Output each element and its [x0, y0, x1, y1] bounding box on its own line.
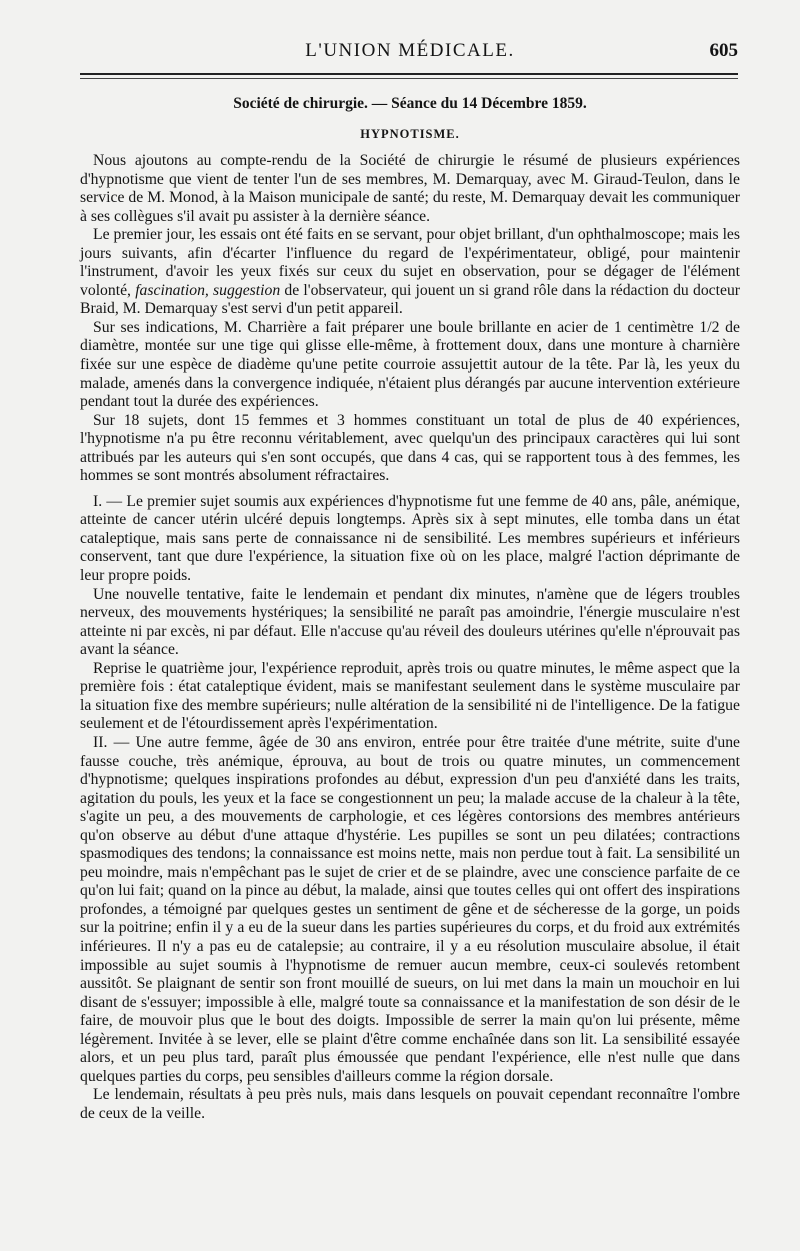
paragraph-case-one-second: Une nouvelle tentative, faite le lendemain et pendant dix minutes, n'amène que de légers troubles nerveux, des mouvements hystériques; la sensibilité ne paraît pas amoindrie, l'énergie musculaire n'est atteinte ni par excès, ni par défaut. Elle n'accuse qu'au réveil des douleurs utérines qu'elle n'éprouvait pas avant la séance.	[80, 585, 740, 659]
paragraph-apparatus: Sur ses indications, M. Charrière a fait préparer une boule brillante en acier de 1 centimètre 1/2 de diamètre, montée sur une tige qui glisse elle-même, à frottement doux, dans une monture à charnière fixée sur une espèce de diadème qu'une petite courroie assujettit autour de la tête. Par là, les yeux du malade, amenés dans la convergence indiquée, n'étaient plus dérangés par aucune intervention extérieure pendant tout la durée des expériences.	[80, 318, 740, 411]
paragraph-intro: Nous ajoutons au compte-rendu de la Société de chirurgie le résumé de plusieurs expériences d'hypnotisme que vient de tenter l'un de ses membres, M. Demarquay, avec M. Giraud-Teulon, dans le service de M. Monod, à la Maison municipale de santé; du reste, M. Demarquay devait les communiquer à ses collègues s'il avait pu assister à la dernière séance.	[80, 152, 740, 225]
header-rule-thick	[80, 73, 738, 75]
paragraph-first-day	[80, 226, 740, 319]
paragraph-case-two: II. — Une autre femme, âgée de 30 ans environ, entrée pour être traitée d'une métrite, suite d'une fausse couche, très anémique, éprouva, au bout de trois ou quatre minutes, un commencement d'hypnotisme; quelques inspirations profondes au début, expression d'un peu d'anxiété dans les traits, agitation du pouls, les yeux et la face se congestionnent un peu; la malade accuse de la chaleur à la tête, s'agite un peu, a des mouvements de carphologie, et ces légères contorsions des membres antérieurs qu'on observe au début d'une attaque d'hystérie. Les pupilles se sont un peu dilatées; contractions spasmodiques des tendons; la connaissance est moins nette, mais non perdue tout à fait. La sensibilité un peu moindre, mais n'empêchant pas le sujet de crier et de se plaindre, avec une conscience parfaite de ce qu'on lui fait; quand on la pince au début, la malade, ainsi que toutes celles qui ont offert des inspirations profondes, a témoigné par quelques gestes un sentiment de gêne et de sécheresse de la gorge, un poids sur la poitrine; enfin il y a eu de la sueur dans les parties supérieures du corps, et du froid aux extrémités inférieures. Il n'y a pas eu de catalepsie; au contraire, il y a eu résolution musculaire absolue, il était impossible au sujet soumis à l'hypnotisme de remuer aucun membre, ceux-ci soulevés retombent aussitôt. Se plaignant de sentir son front mouillé de sueurs, on lui met dans la main un mouchoir en lui disant de s'essuyer; impossible à elle, malgré toute sa connaissance et la manifestation de son désir de le faire, de mouvoir plus que le bout des doigts. Impossible de serrer la main qu'on lui présente, même légèrement. Invitée à se lever, elle se plaint d'être comme enchaînée dans son lit. La sensibilité essayée alors, et un peu plus tard, paraît plus émoussée que pendant l'expérience, elle n'est nulle que dans quelques parties du corps, peu sensibles d'ailleurs comme la région dorsale.	[80, 733, 740, 1085]
society-heading	[80, 95, 740, 113]
paragraph-first-day-text-b: de l'observateur, qui jouent un si grand rôle dans la rédaction du docteur Braid, M. Demarquay s'est servi d'un petit appareil.	[80, 281, 741, 318]
page-header	[80, 40, 740, 70]
section-title: HYPNOTISME.	[360, 127, 460, 141]
page-number: 605	[709, 40, 738, 61]
paragraph-case-one-fourth: Reprise le quatrième jour, l'expérience reproduit, après trois ou quatre minutes, le même aspect que la première fois : état cataleptique évident, mais se manifestant seulement dans le système musculaire par la situation fixe des membre supérieurs; nulle altération de la sensibilité ni de l'intelligence. De la fatigue seulement et de l'étourdissement après l'expérimentation.	[80, 659, 740, 733]
paragraph-case-two-next: Le lendemain, résultats à peu près nuls, mais dans lesquels on pouvait cependant reconnaître l'ombre de ceux de la veille.	[80, 1086, 740, 1122]
paragraph-subjects: Sur 18 sujets, dont 15 femmes et 3 hommes constituant un total de plus de 40 expériences, l'hypnotisme n'a pu être reconnu véritablement, avec quelqu'un des principaux caractères qui lui sont attribués par les auteurs qui s'en sont occupés, que dans 4 cas, qui se rapportent tous à des femmes, les hommes se sont montrés absolument réfractaires.	[80, 411, 740, 485]
paragraph-first-day-italic: fascination, suggestion	[135, 281, 281, 299]
article-body	[80, 152, 740, 1123]
society-heading-title: Société de chirurgie. — Séance du 14 Décembre 1859.	[233, 95, 587, 112]
paragraph-first-day-text-a: Le premier jour, les essais ont été faits en se servant, pour objet brillant, d'un ophthalmoscope; mais les jours suivants, afin d'écarter l'influence du regard de l'expérimentateur, obligé, pour maintenir l'instrument, d'avoir les yeux fixés sur ceux du sujet en observation, pour se dégager de l'élément volonté,	[80, 226, 740, 299]
header-rule-thin	[80, 78, 738, 79]
paragraph-case-one: I. — Le premier sujet soumis aux expériences d'hypnotisme fut une femme de 40 ans, pâle, anémique, atteinte de cancer utérin ulcéré depuis longtemps. Après six à sept minutes, elle tomba dans un état cataleptique, mais sans perte de connaissance ni de sensibilité. Les membres supérieurs et inférieurs conservent, tant que dure l'expérience, la situation fixe où on les place, malgré l'action déprimante de leur propre poids.	[80, 492, 740, 585]
running-title: L'UNION MÉDICALE.	[305, 40, 515, 61]
